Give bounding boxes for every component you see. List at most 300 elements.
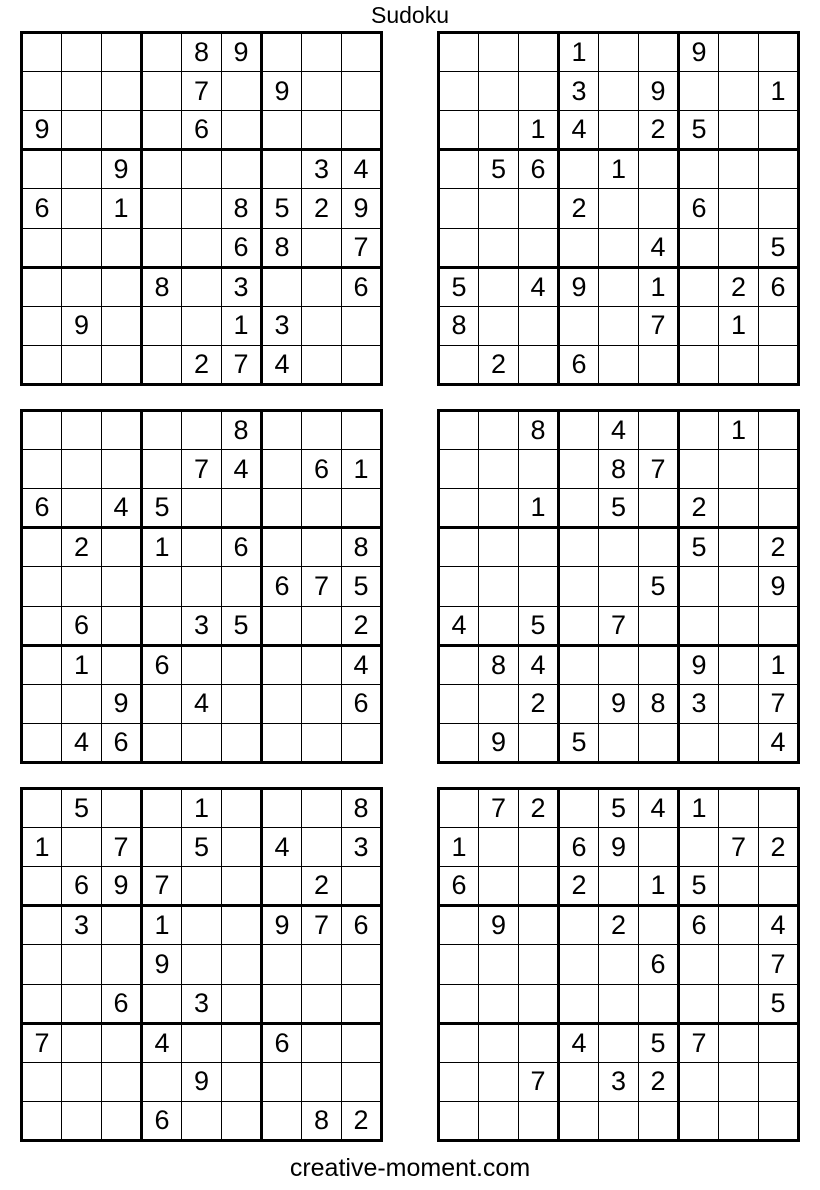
sudoku-cell [22,33,62,72]
sudoku-cell [479,984,519,1023]
sudoku-cell [62,828,102,867]
sudoku-cell: 2 [62,528,102,567]
sudoku-cell [759,306,799,345]
sudoku-cell: 1 [342,450,382,489]
sudoku-cell [182,189,222,228]
sudoku-row [439,228,799,267]
sudoku-cell [479,111,519,150]
sudoku-cell [142,306,182,345]
sudoku-cell [599,1101,639,1140]
sudoku-row [439,945,799,984]
sudoku-cell [342,72,382,111]
sudoku-cell [62,450,102,489]
sudoku-cell [559,945,599,984]
sudoku-cell [142,150,182,189]
sudoku-cell: 2 [519,684,559,723]
sudoku-cell [182,411,222,450]
sudoku-cell: 1 [559,33,599,72]
sudoku-row [22,723,382,762]
sudoku-board-4 [437,409,800,764]
sudoku-cell [479,306,519,345]
sudoku-cell: 3 [302,150,342,189]
sudoku-cell [302,72,342,111]
sudoku-cell [22,867,62,906]
sudoku-cell [222,645,262,684]
sudoku-cell [182,567,222,606]
sudoku-cell: 4 [182,684,222,723]
sudoku-cell [102,645,142,684]
sudoku-cell: 9 [759,567,799,606]
sudoku-cell: 4 [559,111,599,150]
sudoku-cell [222,684,262,723]
sudoku-cell [22,411,62,450]
sudoku-cell: 4 [102,489,142,528]
sudoku-row [439,150,799,189]
sudoku-cell [439,189,479,228]
sudoku-cell: 6 [559,828,599,867]
sudoku-cell: 9 [559,267,599,306]
sudoku-cell [222,945,262,984]
sudoku-cell: 4 [639,228,679,267]
sudoku-cell [102,450,142,489]
sudoku-cell: 4 [222,450,262,489]
sudoku-cell [182,1023,222,1062]
sudoku-cell: 7 [759,684,799,723]
sudoku-row [22,528,382,567]
sudoku-cell [519,984,559,1023]
sudoku-row [439,306,799,345]
sudoku-cell [599,345,639,384]
sudoku-cell [62,228,102,267]
sudoku-cell [559,411,599,450]
sudoku-cell [639,984,679,1023]
sudoku-row [22,306,382,345]
sudoku-cell: 5 [679,111,719,150]
sudoku-cell: 1 [719,306,759,345]
sudoku-cell [599,33,639,72]
footer-url: creative-moment.com [289,1154,531,1182]
sudoku-cell [439,567,479,606]
sudoku-cell [62,267,102,306]
sudoku-cell: 3 [559,72,599,111]
sudoku-cell [222,828,262,867]
sudoku-cell [439,345,479,384]
sudoku-row [22,567,382,606]
sudoku-cell [519,1023,559,1062]
sudoku-cell [439,150,479,189]
sudoku-cell [519,906,559,945]
sudoku-cell [222,906,262,945]
sudoku-cell [302,345,342,384]
sudoku-cell: 5 [342,567,382,606]
sudoku-cell: 1 [62,645,102,684]
sudoku-cell [102,111,142,150]
sudoku-cell [222,1101,262,1140]
sudoku-cell [719,984,759,1023]
sudoku-cell [22,72,62,111]
sudoku-row [22,267,382,306]
sudoku-cell: 6 [342,684,382,723]
sudoku-cell [262,267,302,306]
sudoku-cell [559,228,599,267]
sudoku-cell [102,906,142,945]
sudoku-cell: 3 [182,606,222,645]
sudoku-cell [222,72,262,111]
sudoku-cell [759,1023,799,1062]
sudoku-cell [302,684,342,723]
sudoku-cell: 5 [262,189,302,228]
sudoku-row [439,828,799,867]
sudoku-cell [62,72,102,111]
sudoku-cell [679,1062,719,1101]
sudoku-cell [519,1101,559,1140]
sudoku-cell [759,189,799,228]
sudoku-cell [559,984,599,1023]
sudoku-cell: 3 [262,306,302,345]
sudoku-cell: 2 [759,528,799,567]
sudoku-cell [479,1062,519,1101]
sudoku-cell [479,33,519,72]
sudoku-cell [479,684,519,723]
sudoku-cell [142,228,182,267]
sudoku-cell: 2 [519,789,559,828]
sudoku-cell: 1 [639,867,679,906]
sudoku-cell [719,1023,759,1062]
sudoku-cell [302,645,342,684]
sudoku-cell: 9 [22,111,62,150]
sudoku-row [22,228,382,267]
sudoku-cell: 1 [222,306,262,345]
sudoku-cell [439,945,479,984]
sudoku-cell [759,606,799,645]
sudoku-cell: 1 [102,189,142,228]
sudoku-cell: 5 [439,267,479,306]
sudoku-cell [439,1101,479,1140]
sudoku-cell [439,72,479,111]
sudoku-cell [719,645,759,684]
sudoku-cell: 9 [262,906,302,945]
sudoku-cell [302,789,342,828]
sudoku-cell [519,723,559,762]
sudoku-cell [719,345,759,384]
sudoku-cell: 9 [679,33,719,72]
sudoku-cell [519,567,559,606]
sudoku-cell: 7 [182,450,222,489]
sudoku-board-1 [20,31,383,386]
sudoku-cell [559,1101,599,1140]
sudoku-cell [639,528,679,567]
sudoku-cell: 2 [639,111,679,150]
sudoku-cell: 6 [342,906,382,945]
sudoku-cell [22,789,62,828]
sudoku-cell [262,150,302,189]
sudoku-cell [519,345,559,384]
sudoku-cell: 5 [222,606,262,645]
sudoku-cell: 8 [519,411,559,450]
sudoku-cell [262,1062,302,1101]
sudoku-cell [759,111,799,150]
sudoku-cell [479,1101,519,1140]
sudoku-row [22,1023,382,1062]
sudoku-cell [639,411,679,450]
sudoku-cell: 6 [342,267,382,306]
sudoku-cell [302,111,342,150]
sudoku-cell [519,72,559,111]
sudoku-row [439,867,799,906]
sudoku-cell [182,306,222,345]
sudoku-cell: 8 [342,528,382,567]
sudoku-cell: 6 [759,267,799,306]
sudoku-cell [479,1023,519,1062]
sudoku-cell [62,984,102,1023]
sudoku-cell: 6 [222,228,262,267]
sudoku-cell [22,567,62,606]
sudoku-row [439,450,799,489]
sudoku-cell: 9 [679,645,719,684]
sudoku-cell [262,645,302,684]
sudoku-cell: 9 [639,72,679,111]
sudoku-board-5 [20,787,383,1142]
sudoku-cell: 4 [342,150,382,189]
sudoku-cell [559,567,599,606]
sudoku-cell [559,684,599,723]
sudoku-cell: 2 [719,267,759,306]
sudoku-cell [302,1023,342,1062]
sudoku-row [439,111,799,150]
sudoku-cell [182,489,222,528]
sudoku-cell [439,684,479,723]
sudoku-cell: 7 [479,789,519,828]
sudoku-cell: 6 [102,723,142,762]
sudoku-cell [759,489,799,528]
sudoku-cell [342,111,382,150]
sudoku-row [22,945,382,984]
sudoku-cell: 4 [262,345,302,384]
sudoku-cell [222,489,262,528]
sudoku-cell [599,567,639,606]
sudoku-cell [439,528,479,567]
sudoku-cell [62,1023,102,1062]
sudoku-cell [639,33,679,72]
sudoku-cell: 5 [759,228,799,267]
sudoku-cell: 3 [342,828,382,867]
sudoku-cell [22,906,62,945]
sudoku-cell [342,723,382,762]
sudoku-cell [519,306,559,345]
sudoku-cell: 1 [519,489,559,528]
sudoku-cell: 3 [599,1062,639,1101]
sudoku-cell [342,867,382,906]
sudoku-cell [142,723,182,762]
sudoku-cell: 1 [439,828,479,867]
sudoku-cell: 2 [342,606,382,645]
sudoku-cell: 5 [639,567,679,606]
sudoku-cell [559,906,599,945]
sudoku-cell [599,645,639,684]
sudoku-row [439,345,799,384]
sudoku-cell [262,111,302,150]
sudoku-row [439,684,799,723]
sudoku-cell [599,984,639,1023]
sudoku-cell: 3 [182,984,222,1023]
sudoku-cell: 9 [222,33,262,72]
sudoku-row [439,1023,799,1062]
sudoku-cell: 2 [559,189,599,228]
sudoku-cell [639,606,679,645]
sudoku-cell: 9 [479,906,519,945]
sudoku-cell [599,228,639,267]
sudoku-cell: 6 [222,528,262,567]
sudoku-cell [679,345,719,384]
sudoku-cell: 4 [262,828,302,867]
sudoku-cell [22,528,62,567]
sudoku-cell: 1 [182,789,222,828]
sudoku-cell [559,306,599,345]
sudoku-cell [759,867,799,906]
sudoku-row [22,450,382,489]
sudoku-cell [599,867,639,906]
sudoku-cell [302,33,342,72]
sudoku-cell [182,945,222,984]
sudoku-cell: 9 [142,945,182,984]
sudoku-row [439,33,799,72]
sudoku-cell: 8 [479,645,519,684]
sudoku-cell: 8 [222,411,262,450]
sudoku-row [439,723,799,762]
sudoku-cell [759,789,799,828]
sudoku-cell: 1 [679,789,719,828]
sudoku-cell: 6 [142,1101,182,1140]
sudoku-cell [599,267,639,306]
sudoku-cell [479,228,519,267]
sudoku-cell: 9 [102,684,142,723]
sudoku-cell [719,906,759,945]
sudoku-cell [599,528,639,567]
sudoku-cell [262,528,302,567]
sudoku-cell [559,606,599,645]
sudoku-cell: 7 [222,345,262,384]
sudoku-cell [559,528,599,567]
sudoku-cell: 7 [102,828,142,867]
sudoku-cell [142,72,182,111]
sudoku-cell: 2 [759,828,799,867]
sudoku-cell [262,945,302,984]
sudoku-cell [262,450,302,489]
sudoku-cell: 2 [679,489,719,528]
sudoku-cell [302,1062,342,1101]
sudoku-cell: 9 [182,1062,222,1101]
sudoku-cell [142,828,182,867]
sudoku-cell [599,189,639,228]
sudoku-cell [142,984,182,1023]
sudoku-cell: 8 [342,789,382,828]
sudoku-cell [559,450,599,489]
sudoku-cell [679,945,719,984]
sudoku-row [439,411,799,450]
sudoku-row [439,1101,799,1140]
sudoku-cell [479,189,519,228]
sudoku-cell: 3 [679,684,719,723]
sudoku-cell [599,1023,639,1062]
sudoku-row [22,684,382,723]
sudoku-cell [342,1023,382,1062]
sudoku-cell [679,567,719,606]
sudoku-cell: 6 [679,906,719,945]
sudoku-cell [222,789,262,828]
sudoku-cell [599,306,639,345]
sudoku-cell: 7 [639,450,679,489]
sudoku-cell: 5 [142,489,182,528]
sudoku-cell [599,111,639,150]
sudoku-cell [62,411,102,450]
sudoku-cell [22,345,62,384]
sudoku-cell [439,111,479,150]
sudoku-cell [559,150,599,189]
sudoku-row [22,1101,382,1140]
sudoku-cell [439,33,479,72]
sudoku-cell [519,228,559,267]
sudoku-cell [262,684,302,723]
sudoku-cell: 2 [342,1101,382,1140]
sudoku-cell [62,1101,102,1140]
sudoku-cell [342,945,382,984]
sudoku-row [22,411,382,450]
sudoku-cell [639,189,679,228]
sudoku-cell: 7 [182,72,222,111]
sudoku-cell: 5 [759,984,799,1023]
sudoku-cell [222,867,262,906]
sudoku-cell [719,150,759,189]
sudoku-cell [439,645,479,684]
sudoku-cell [22,1062,62,1101]
sudoku-cell [439,789,479,828]
sudoku-cell: 6 [302,450,342,489]
sudoku-row [22,867,382,906]
sudoku-cell [262,411,302,450]
sudoku-cell: 7 [639,306,679,345]
sudoku-cell [679,150,719,189]
sudoku-cell [759,411,799,450]
sudoku-cell [479,72,519,111]
sudoku-cell [479,528,519,567]
sudoku-cell [142,450,182,489]
sudoku-cell [22,684,62,723]
sudoku-row [22,189,382,228]
sudoku-cell [679,984,719,1023]
sudoku-cell: 6 [62,867,102,906]
sudoku-cell: 2 [302,867,342,906]
sudoku-cell: 8 [439,306,479,345]
sudoku-cell [599,945,639,984]
sudoku-cell [102,72,142,111]
sudoku-cell [182,906,222,945]
sudoku-cell [182,528,222,567]
sudoku-cell: 8 [182,33,222,72]
sudoku-cell [22,228,62,267]
sudoku-cell [102,33,142,72]
sudoku-cell [479,945,519,984]
sudoku-cell: 5 [639,1023,679,1062]
sudoku-cell [639,345,679,384]
sudoku-board-6 [437,787,800,1142]
sudoku-cell [102,411,142,450]
sudoku-cell [559,789,599,828]
sudoku-cell: 8 [302,1101,342,1140]
sudoku-cell: 4 [519,645,559,684]
sudoku-cell [102,306,142,345]
sudoku-cell: 6 [182,111,222,150]
sudoku-cell: 6 [262,567,302,606]
